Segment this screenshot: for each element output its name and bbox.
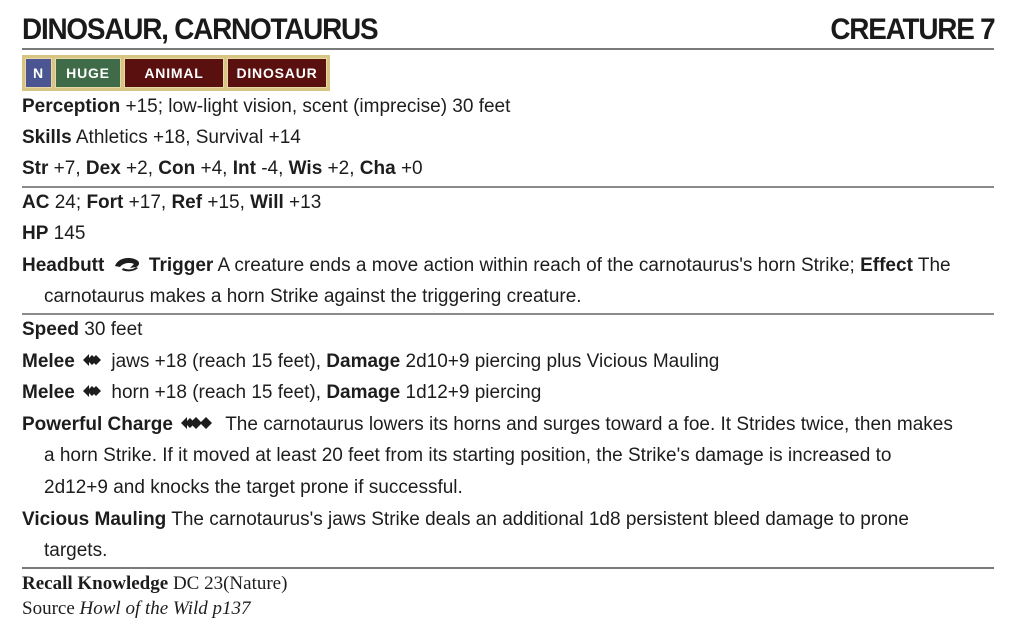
melee-horn-damage: 1d12+9 piercing <box>400 382 542 403</box>
stat-block-header <box>22 10 994 50</box>
speed-line <box>22 318 142 342</box>
melee-label: Melee <box>22 351 75 372</box>
section-divider <box>22 186 994 188</box>
melee-horn-text: horn +18 (reach 15 feet), <box>111 382 327 403</box>
defense-line <box>22 191 321 215</box>
headbutt-line <box>22 254 951 278</box>
skills-text: Athletics +18, Survival +14 <box>71 127 301 148</box>
powerful-charge-text-2: a horn Strike. If it moved at least 20 feet from its starting position, the Strike's damage is increased to <box>44 445 892 466</box>
dex-label: Dex <box>85 158 121 179</box>
headbutt-line-continued <box>22 285 582 309</box>
single-action-icon <box>82 381 104 401</box>
wis-label: Wis <box>288 158 323 179</box>
vicious-mauling-line <box>22 508 909 532</box>
recall-knowledge-text: DC 23(Nature) <box>168 573 288 594</box>
melee-label: Melee <box>22 382 75 403</box>
str-value: +7, <box>48 158 86 179</box>
int-value: -4, <box>255 158 289 179</box>
perception-text: +15; low-light vision, scent (imprecise) 30 feet <box>120 96 511 117</box>
melee-jaws-text: jaws +18 (reach 15 feet), <box>111 351 327 372</box>
skills-label: Skills <box>22 127 72 148</box>
damage-label: Damage <box>326 382 401 403</box>
damage-label: Damage <box>326 351 401 372</box>
speed-value: 30 feet <box>79 319 143 340</box>
hp-value: 145 <box>48 223 86 244</box>
con-value: +4, <box>195 158 233 179</box>
will-label: Will <box>250 192 284 213</box>
ref-label: Ref <box>171 192 203 213</box>
creature-level: CREATURE 7 <box>829 13 994 46</box>
trigger-text: A creature ends a move action within reach of the carnotaurus's horn Strike; <box>213 255 861 276</box>
powerful-charge-line <box>22 413 953 437</box>
ability-scores-line <box>22 157 423 181</box>
source-label: Source <box>22 598 75 619</box>
trait-bar <box>22 55 330 91</box>
speed-label: Speed <box>22 319 80 340</box>
headbutt-label: Headbutt <box>22 255 105 276</box>
con-label: Con <box>158 158 196 179</box>
dex-value: +2, <box>120 158 159 179</box>
ac-value: 24; <box>49 192 87 213</box>
reaction-icon <box>112 254 142 274</box>
powerful-charge-line-2 <box>22 444 891 468</box>
wis-value: +2, <box>322 158 360 179</box>
fort-label: Fort <box>86 192 124 213</box>
vicious-mauling-text-2: targets. <box>44 540 108 561</box>
effect-text: The <box>912 255 951 276</box>
ref-value: +15, <box>202 192 251 213</box>
int-label: Int <box>232 158 256 179</box>
will-value: +13 <box>283 192 322 213</box>
trait-size: HUGE <box>55 58 121 88</box>
cha-label: Cha <box>359 158 396 179</box>
recall-knowledge-line <box>22 573 287 595</box>
skills-line <box>22 126 301 150</box>
trait-alignment: N <box>25 58 52 88</box>
melee-horn-line <box>22 381 541 405</box>
str-label: Str <box>22 158 49 179</box>
effect-text-continued: carnotaurus makes a horn Strike against the triggering creature. <box>44 286 582 307</box>
two-action-icon <box>180 413 218 433</box>
powerful-charge-text-3: 2d12+9 and knocks the target prone if successful. <box>44 477 463 498</box>
source-book: Howl of the Wild p137 <box>79 598 251 619</box>
section-divider <box>22 567 994 569</box>
trait-animal: ANIMAL <box>124 58 224 88</box>
perception-line <box>22 95 510 119</box>
vicious-mauling-text: The carnotaurus's jaws Strike deals an additional 1d8 persistent bleed damage to prone <box>166 509 909 530</box>
hp-line <box>22 222 85 246</box>
perception-label: Perception <box>22 96 121 117</box>
trait-dinosaur: DINOSAUR <box>227 58 327 88</box>
source-line <box>22 598 251 620</box>
recall-knowledge-label: Recall Knowledge <box>22 573 169 594</box>
section-divider <box>22 313 994 315</box>
vicious-mauling-label: Vicious Mauling <box>22 509 167 530</box>
fort-value: +17, <box>123 192 172 213</box>
powerful-charge-label: Powerful Charge <box>22 414 173 435</box>
powerful-charge-text: The carnotaurus lowers its horns and surges toward a foe. It Strides twice, then makes <box>225 414 953 435</box>
melee-jaws-line <box>22 350 719 374</box>
creature-name: DINOSAUR, CARNOTAURUS <box>22 13 378 46</box>
hp-label: HP <box>22 223 49 244</box>
vicious-mauling-line-2 <box>22 539 107 563</box>
melee-jaws-damage: 2d10+9 piercing plus Vicious Mauling <box>400 351 720 372</box>
powerful-charge-line-3 <box>22 476 463 500</box>
effect-label: Effect <box>860 255 913 276</box>
ac-label: AC <box>22 192 50 213</box>
trigger-label: Trigger <box>148 255 214 276</box>
cha-value: +0 <box>395 158 423 179</box>
single-action-icon <box>82 350 104 370</box>
